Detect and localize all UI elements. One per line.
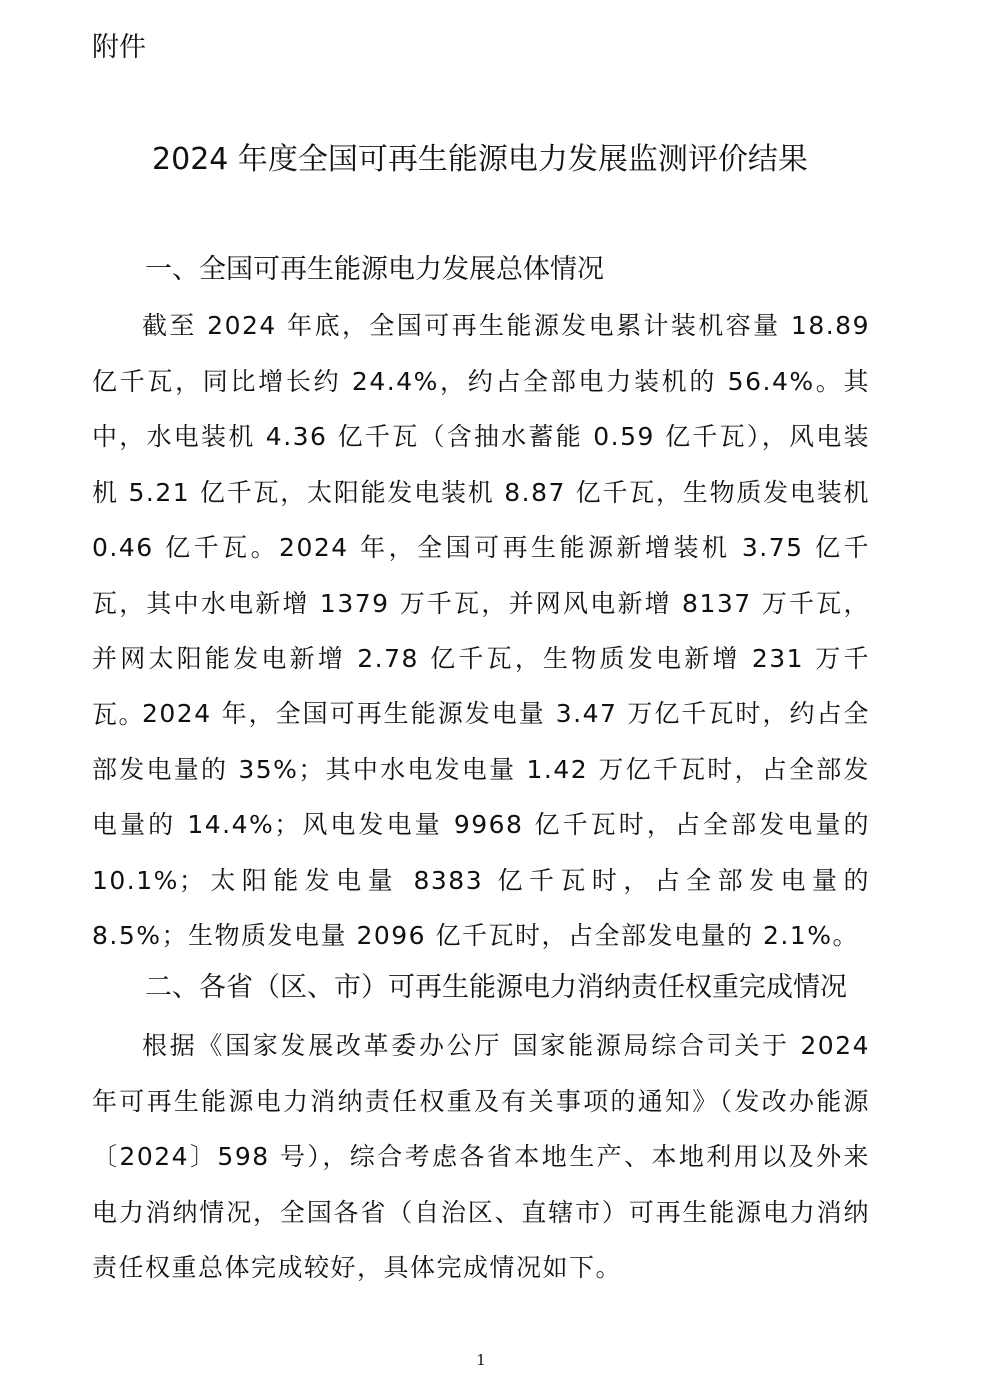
attachment-label: 附件	[92, 32, 146, 63]
section-heading-1: 一、全国可再生能源电力发展总体情况	[145, 254, 604, 285]
document-title: 2024 年度全国可再生能源电力发展监测评价结果	[152, 142, 808, 177]
section-2-paragraph-1: 根据《国家发展改革委办公厅 国家能源局综合司关于 2024 年可再生能源电力消纳责任权重及有关事项的通知》（发改办能源〔2024〕598 号），综合考虑各省本地生产、本地利用以及外来电力消纳情况，全国各省（自治区、直辖市）可再生能源电力消纳责任权重总体完成较好，具体完成情况如下。	[92, 1031, 870, 1282]
page-number: 1	[476, 1351, 486, 1369]
section-1-paragraph-2: 2024 年，全国可再生能源发电量 3.47 万亿千瓦时，约占全部发电量的 35%；其中水电发电量 1.42 万亿千瓦时，占全部发电量的 14.4%；风电发电量 9968 亿千瓦时，占全部发电量的 10.1%；太阳能发电量 8383 亿千瓦时，占全部发电量的 8.5%；生物质发电量 2096 亿千瓦时，占全部发电量的 2.1%。	[92, 699, 870, 950]
section-heading-2: 二、各省（区、市）可再生能源电力消纳责任权重完成情况	[145, 972, 847, 1003]
section-1-paragraph-1: 截至 2024 年底，全国可再生能源发电累计装机容量 18.89 亿千瓦，同比增长约 24.4%，约占全部电力装机的 56.4%。其中，水电装机 4.36 亿千瓦（含抽水蓄能 0.59 亿千瓦），风电装机 5.21 亿千瓦，太阳能发电装机 8.87 亿千瓦，生物质发电装机 0.46 亿千瓦。2024 年，全国可再生能源新增装机 3.75 亿千瓦，其中水电新增 1379 万千瓦，并网风电新增 8137 万千瓦，并网太阳能发电新增 2.78 亿千瓦，生物质发电新增 231 万千瓦。	[92, 311, 870, 729]
